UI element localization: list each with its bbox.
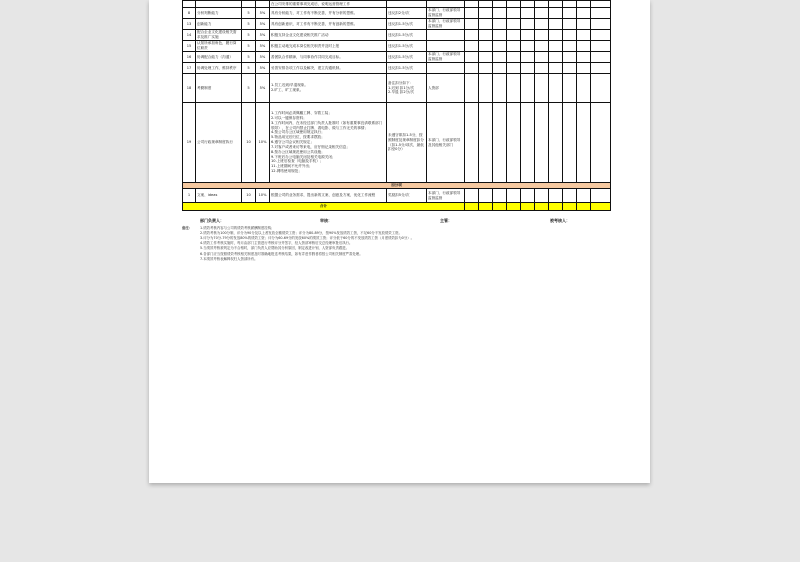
cell-score-blank [507,41,521,52]
cell-score-blank [521,52,535,63]
cell-score-blank [479,19,493,30]
note-item: 7.本绩效考核表解释权归人资部所有。 [200,256,258,261]
cell-score-blank [563,189,577,203]
cell-score-blank [563,41,577,52]
assessment-table [182,0,611,211]
cell-score-blank [577,74,591,103]
total-label: 合计 [183,203,465,211]
cell-score: 未遵守即扣1-5分，按照制度及规章制度扣分（扣1-5分/项次，最低扣至0分） [387,103,427,183]
cell-score-blank [465,1,479,8]
cell-no [183,1,196,8]
cell-score-blank [465,19,479,30]
cell-score-blank [493,41,507,52]
cell-weight: 5 [242,30,256,41]
cell-score-blank [493,30,507,41]
cell-item: 公司行政规章制度执行 [196,103,242,183]
cell-item: 文案、ideas [196,189,242,203]
cell-no: 19 [183,103,196,183]
cell-item: 创新能力 [196,19,242,30]
cell-score-blank [577,63,591,74]
cell-score-blank [507,74,521,103]
total-cell-blank [563,203,577,211]
cell-score-blank [479,189,493,203]
cell-score-blank [507,103,521,183]
cell-score-blank [591,30,611,41]
cell-score-blank [521,41,535,52]
cell-item: 协调处理工作，维持秩序 [196,63,242,74]
cell-score-blank [465,189,479,203]
cell-score-blank [591,63,611,74]
cell-score: 违反扣1-5分/次 [387,30,427,41]
cell-score-blank [479,8,493,19]
cell-score-blank [535,74,549,103]
cell-score-blank [521,189,535,203]
cell-score-blank [507,8,521,19]
total-cell-blank [549,203,563,211]
cell-score-blank [493,8,507,19]
cell-desc: 在公司安排的重要事项完成后，说明运营管理工作 [270,1,387,8]
note-item: 4.绩效工作考核实施时，每月由部门主管进行考核评分并签字，经人资部审核后交总经理审批后执行。 [200,241,353,246]
cell-pct: 5% [256,19,270,30]
cell-score-blank [521,19,535,30]
cell-score-blank [577,189,591,203]
table-row [183,74,611,103]
notes-list [200,226,605,262]
table-row [183,103,611,183]
cell-item: 协调配合能力（沟通） [196,52,242,63]
cell-score-blank [521,63,535,74]
cell-src: 本部门、行政部领导监督监督 [427,189,465,203]
cell-score-blank [577,103,591,183]
cell-src: 本部门、行政部领导监督监督 [427,19,465,30]
cell-score-blank [479,74,493,103]
cell-score: 违反扣1-5分/次 [387,52,427,63]
total-cell-blank [535,203,549,211]
cell-score-blank [563,8,577,19]
cell-desc: 妥善安排各项工作以及解决，建立沟通机制。 [270,63,387,74]
cell-score-blank [577,1,591,8]
table-row [183,1,611,8]
cell-desc: 根据公司的业务需求，提出新的文案、创意及方案，优化工作流程 [270,189,387,203]
cell-score-blank [549,103,563,183]
cell-score-blank [507,189,521,203]
cell-score-blank [563,30,577,41]
cell-score-blank [535,19,549,30]
total-cell-blank [591,203,611,211]
cell-item: 考勤制度 [196,74,242,103]
document-page [149,0,650,483]
cell-pct: 5% [256,8,270,19]
cell-score-blank [479,1,493,8]
cell-score-blank [507,30,521,41]
cell-score-blank [507,19,521,30]
cell-score-blank [521,8,535,19]
table-row [183,189,611,203]
cell-desc: 1.工作时间必须佩戴工牌、穿着工装； 2.可以一键保存资料； 3.工作时间内，在未经过部门负责人批准时（如有重要事宜请联系部门领导），在公司内禁止打牌、看电影、做与工作无关的事情； 4.按公司办公区域使用规定执行； 5.物品用完后归位，按要求摆放； 6.遵守公司会议相关规定； 7.对客户或者来访等来电，应仔细记录相关信息； 8.按办公区域规范使用公共设施； 9.下班后办公电脑关闭及相关电源关闭； 10.上班后检查（电脑及手机）； 11.上班期间不允许外出； 12.网络使用规范； [270,103,387,183]
cell-weight [242,1,256,8]
total-cell-blank [493,203,507,211]
cell-weight: 5 [242,41,256,52]
cell-score: 违反扣1-5分/次 [387,19,427,30]
cell-score-blank [549,8,563,19]
cell-desc: 善团队合作精神，与同事协作共同完成目标。 [270,52,387,63]
cell-score-blank [521,74,535,103]
cell-score-blank [465,63,479,74]
cell-score-blank [521,1,535,8]
cell-score-blank [591,19,611,30]
cell-score-blank [521,103,535,183]
cell-no: 1 [183,189,196,203]
cell-score-blank [535,52,549,63]
cell-score-blank [591,74,611,103]
cell-score: 违反扣2分/次 [387,8,427,19]
cell-score-blank [577,52,591,63]
cell-weight: 10 [242,103,256,183]
cell-score-blank [479,103,493,183]
cell-score-blank [535,63,549,74]
note-item: 1.绩效考核内容与公司的绩效考核薪酬制度挂钩； [200,226,275,230]
cell-item: 认知所承担角色，履行岗位职责 [196,41,242,52]
cell-pct: 5% [256,30,270,41]
cell-score-blank [535,1,549,8]
cell-score-blank [549,189,563,203]
cell-no: 16 [183,52,196,63]
cell-desc: 具有创新意识，对工作有不断完善，并有创新的思维。 [270,19,387,30]
total-row [183,203,611,211]
cell-src [427,1,465,8]
cell-score: 备注扣分如下： 1.迟到 扣1分/次 2.早退 扣2分/次 [387,74,427,103]
cell-score-blank [549,30,563,41]
cell-score-blank [591,52,611,63]
cell-score: 奖励扣5分/次 [387,189,427,203]
cell-src [427,63,465,74]
table-row [183,8,611,19]
cell-weight: 5 [242,74,256,103]
cell-score-blank [493,189,507,203]
table-row [183,63,611,74]
cell-pct: 10% [256,103,270,183]
cell-score-blank [591,1,611,8]
total-cell-blank [479,203,493,211]
cell-item [196,1,242,8]
cell-score-blank [507,1,521,8]
cell-pct: 5% [256,41,270,52]
cell-weight: 10 [242,189,256,203]
cell-score-blank [493,103,507,183]
cell-score-blank [577,19,591,30]
cell-score: 违反扣1-5分/次 [387,41,427,52]
cell-pct: 5% [256,52,270,63]
cell-score-blank [577,30,591,41]
cell-score-blank [591,41,611,52]
cell-no: 14 [183,30,196,41]
cell-score-blank [465,103,479,183]
cell-score-blank [493,52,507,63]
cell-desc: 1.员工迟到/早退现象。 2.旷工、旷工现象。 [270,74,387,103]
table-row [183,19,611,30]
cell-score-blank [549,19,563,30]
note-item: 5.当绩效考核被判定为不合格时，部门负责人应帮助其分析原因，制定改进计划，人资部负责跟进。 [200,246,350,251]
cell-src: 人资部 [427,74,465,103]
cell-score-blank [563,52,577,63]
cell-score: 违反扣1-5分/次 [387,63,427,74]
cell-pct: 5% [256,74,270,103]
total-cell-blank [577,203,591,211]
section-band-label: 加分项 [183,183,611,189]
cell-weight: 5 [242,19,256,30]
cell-score-blank [577,8,591,19]
note-item: 6.各部门应当按照绩效考核相关制度及时准确地报送考核结果，如有弄虚作假者将按公司相关制度严肃处理。 [200,251,363,256]
table-row [183,41,611,52]
cell-score-blank [479,41,493,52]
cell-score-blank [591,103,611,183]
cell-score-blank [563,1,577,8]
cell-score [387,1,427,8]
signature-line [182,218,610,224]
cell-no: 8 [183,8,196,19]
cell-score-blank [507,63,521,74]
notes-label: 备注： [182,226,193,230]
cell-score-blank [549,41,563,52]
cell-score-blank [479,63,493,74]
cell-desc: 积极主动地完成本岗位相关职责并及时上报 [270,41,387,52]
assessee-label: 被考核人： [550,218,570,223]
cell-src [427,41,465,52]
note-item: 3.评分为70分-79分的发放80%的绩效工资；评分为60-69分的发放60%的绩效工资；评分低于60分的不发放绩效工资（月度绩效扣为0分）。 [200,236,415,241]
cell-score-blank [535,8,549,19]
reviewer-label: 审核： [320,218,332,223]
cell-score-blank [563,63,577,74]
cell-weight: 5 [242,52,256,63]
cell-pct: 10% [256,189,270,203]
cell-src [427,30,465,41]
dept-head-label: 部门负责人： [200,218,224,223]
cell-score-blank [577,41,591,52]
cell-src: 本部门、行政部领导监督监督 [427,8,465,19]
total-cell-blank [465,203,479,211]
cell-score-blank [493,63,507,74]
cell-src: 本部门、行政部领导监督监督 [427,52,465,63]
cell-desc: 积极支持企业文化建设相关推广活动 [270,30,387,41]
table-row [183,52,611,63]
cell-score-blank [465,41,479,52]
cell-score-blank [493,1,507,8]
cell-score-blank [591,8,611,19]
cell-weight: 5 [242,8,256,19]
note-item: 2.绩效考核为100分制，评分为90分及以上者发放全额绩效工资；评分为80-89分，按90%发放绩效工资，不足60分不发放绩效工资。 [200,231,402,236]
cell-score-blank [535,41,549,52]
cell-src: 本部门、行政部领导及其他相关部门 [427,103,465,183]
cell-no: 18 [183,74,196,103]
cell-score-blank [479,30,493,41]
cell-desc: 具有分析能力，对工作有不断完善，并有分析的思维。 [270,8,387,19]
cell-pct [256,1,270,8]
cell-pct: 5% [256,63,270,74]
cell-score-blank [465,8,479,19]
cell-score-blank [549,63,563,74]
cell-item: 分析判断能力 [196,8,242,19]
cell-no: 15 [183,41,196,52]
table-row [183,30,611,41]
cell-score-blank [549,74,563,103]
cell-score-blank [493,19,507,30]
cell-score-blank [493,74,507,103]
cell-score-blank [535,189,549,203]
cell-score-blank [507,52,521,63]
cell-score-blank [465,74,479,103]
cell-score-blank [521,30,535,41]
cell-no: 13 [183,19,196,30]
total-cell-blank [521,203,535,211]
cell-score-blank [549,1,563,8]
cell-score-blank [563,74,577,103]
supervisor-label: 主管： [440,218,452,223]
total-cell-blank [507,203,521,211]
cell-weight: 5 [242,63,256,74]
cell-score-blank [591,189,611,203]
cell-score-blank [479,52,493,63]
cell-score-blank [465,30,479,41]
cell-score-blank [535,30,549,41]
cell-no: 17 [183,63,196,74]
cell-score-blank [535,103,549,183]
cell-score-blank [465,52,479,63]
cell-score-blank [549,52,563,63]
cell-score-blank [563,19,577,30]
cell-score-blank [563,103,577,183]
cell-item: 配合企业文化建设相关需求及推广实施 [196,30,242,41]
